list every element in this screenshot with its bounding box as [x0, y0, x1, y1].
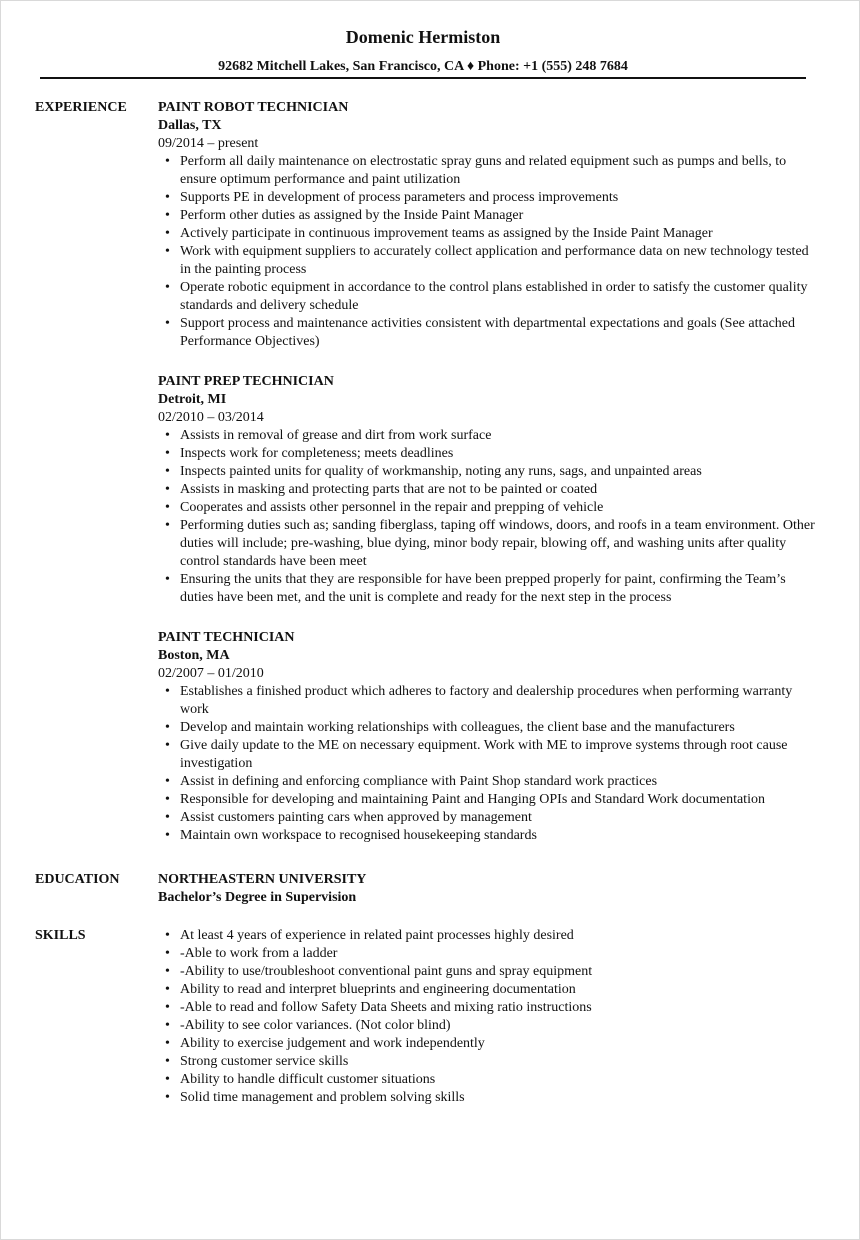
job-title: PAINT ROBOT TECHNICIAN	[158, 100, 349, 115]
degree: Bachelor’s Degree in Supervision	[158, 890, 357, 905]
list-item: • Ensuring the units that they are responsible for have been prepped properly for paint, confirming the Team’s duties have been met, and the unit is complete and ready for the next step in the process	[180, 571, 818, 607]
list-item: • -Able to read and follow Safety Data Sheets and mixing ratio instructions	[180, 999, 818, 1017]
list-item: • Actively participate in continuous improvement teams as assigned by the Inside Paint Manager	[180, 225, 818, 243]
job-dates: 02/2010 – 03/2014	[158, 410, 264, 425]
list-item: • Perform all daily maintenance on electrostatic spray guns and related equipment such as pumps and bells, to ensure optimum performance and paint utilization	[180, 153, 818, 189]
job-entry	[158, 373, 818, 607]
contact-line: 92682 Mitchell Lakes, San Francisco, CA ♦ Phone: +1 (555) 248 7684	[218, 59, 628, 74]
list-item: • Maintain own workspace to recognised housekeeping standards	[180, 827, 818, 845]
list-item: • -Ability to see color variances. (Not color blind)	[180, 1017, 818, 1035]
list-item: • Establishes a finished product which adheres to factory and dealership procedures when performing warranty work	[180, 683, 818, 719]
education-heading: EDUCATION	[35, 872, 120, 887]
job-title: PAINT TECHNICIAN	[158, 630, 295, 645]
skills-list	[158, 927, 818, 1107]
job-duties	[158, 153, 818, 351]
list-item: • Perform other duties as assigned by the Inside Paint Manager	[180, 207, 818, 225]
education-entry	[158, 871, 818, 907]
list-item: • Performing duties such as; sanding fiberglass, taping off windows, doors, and roofs in a team environment. Other duties will include; pre-washing, blue dying, minor body repair, blowing off, and washing units after quality control standards have been meet	[180, 517, 818, 571]
job-location: Boston, MA	[158, 648, 230, 663]
job-duties	[158, 427, 818, 607]
experience-heading: EXPERIENCE	[35, 100, 127, 115]
list-item: • Ability to exercise judgement and work independently	[180, 1035, 818, 1053]
skills-heading: SKILLS	[35, 928, 86, 943]
resume-header	[40, 26, 806, 76]
list-item: • Solid time management and problem solving skills	[180, 1089, 818, 1107]
list-item: • Support process and maintenance activities consistent with departmental expectations and goals (See attached Performance Objectives)	[180, 315, 818, 351]
list-item: • At least 4 years of experience in related paint processes highly desired	[180, 927, 818, 945]
list-item: • Ability to read and interpret blueprints and engineering documentation	[180, 981, 818, 999]
list-item: • Work with equipment suppliers to accurately collect application and performance data on new technology tested in the painting process	[180, 243, 818, 279]
experience-list	[158, 99, 818, 867]
list-item: • Assist customers painting cars when approved by management	[180, 809, 818, 827]
job-dates: 02/2007 – 01/2010	[158, 666, 264, 681]
list-item: • Ability to handle difficult customer situations	[180, 1071, 818, 1089]
job-location: Dallas, TX	[158, 118, 222, 133]
list-item: • Operate robotic equipment in accordance to the control plans established in order to satisfy the customer quality standards and delivery schedule	[180, 279, 818, 315]
list-item: • Develop and maintain working relationships with colleagues, the client base and the manufacturers	[180, 719, 818, 737]
list-item: • Assists in masking and protecting parts that are not to be painted or coated	[180, 481, 818, 499]
skills-list-wrap	[158, 927, 818, 1107]
school-name: NORTHEASTERN UNIVERSITY	[158, 872, 367, 887]
list-item: • Cooperates and assists other personnel in the repair and prepping of vehicle	[180, 499, 818, 517]
list-item: • Assists in removal of grease and dirt from work surface	[180, 427, 818, 445]
list-item: • Inspects work for completeness; meets deadlines	[180, 445, 818, 463]
list-item: • -Ability to use/troubleshoot conventional paint guns and spray equipment	[180, 963, 818, 981]
list-item: • Assist in defining and enforcing compliance with Paint Shop standard work practices	[180, 773, 818, 791]
list-item: • Responsible for developing and maintaining Paint and Hanging OPIs and Standard Work documentation	[180, 791, 818, 809]
list-item: • Supports PE in development of process parameters and process improvements	[180, 189, 818, 207]
candidate-name: Domenic Hermiston	[345, 27, 501, 47]
job-entry	[158, 99, 818, 351]
job-duties	[158, 683, 818, 845]
list-item: • Inspects painted units for quality of workmanship, noting any runs, sags, and unpainted areas	[180, 463, 818, 481]
header-divider	[40, 77, 806, 79]
job-location: Detroit, MI	[158, 392, 227, 407]
job-title: PAINT PREP TECHNICIAN	[158, 374, 334, 389]
list-item: • Give daily update to the ME on necessary equipment. Work with ME to improve systems through root cause investigation	[180, 737, 818, 773]
job-entry	[158, 629, 818, 845]
list-item: • -Able to work from a ladder	[180, 945, 818, 963]
job-dates: 09/2014 – present	[158, 136, 259, 151]
list-item: • Strong customer service skills	[180, 1053, 818, 1071]
